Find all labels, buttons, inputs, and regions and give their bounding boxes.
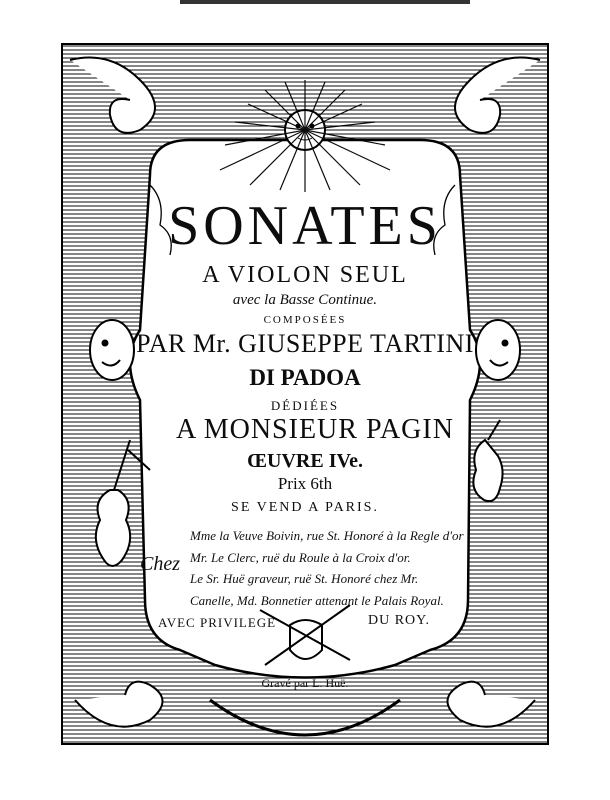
address-line: Canelle, Md. Bonnetier attenant le Palais Royal.: [190, 593, 444, 608]
subtitle-continuo: avec la Basse Continue.: [232, 292, 378, 308]
engraver-credit: Gravé par L. Huë.: [261, 676, 349, 690]
page-title: SONATES: [168, 195, 442, 257]
composer-origin: DI PADOA: [249, 365, 361, 390]
address-line: Le Sr. Huë graveur, ruë St. Honoré chez Mr.: [190, 571, 419, 586]
dedicatee-name: A MONSIEUR PAGIN: [176, 414, 454, 445]
sold-in-paris: SE VEND A PARIS.: [231, 500, 379, 515]
chez-label: Chez: [140, 553, 180, 575]
dedicated-label: DÉDIÉES: [270, 398, 340, 413]
composer-name: PAR Mr. GIUSEPPE TARTINI: [136, 329, 474, 358]
composed-label: COMPOSÉES: [263, 314, 347, 326]
privilege-left: AVEC PRIVILEGE: [158, 615, 277, 630]
opus-number: ŒUVRE IVe.: [247, 450, 363, 472]
address-line: Mme la Veuve Boivin, rue St. Honoré à la Regle d'or: [190, 528, 464, 543]
address-line: Mr. Le Clerc, ruë du Roule à la Croix d'or.: [190, 550, 411, 565]
price-label: Prix 6th: [277, 474, 333, 493]
privilege-right: DU ROY.: [368, 613, 430, 628]
subtitle-instrument: A VIOLON SEUL: [202, 262, 408, 288]
